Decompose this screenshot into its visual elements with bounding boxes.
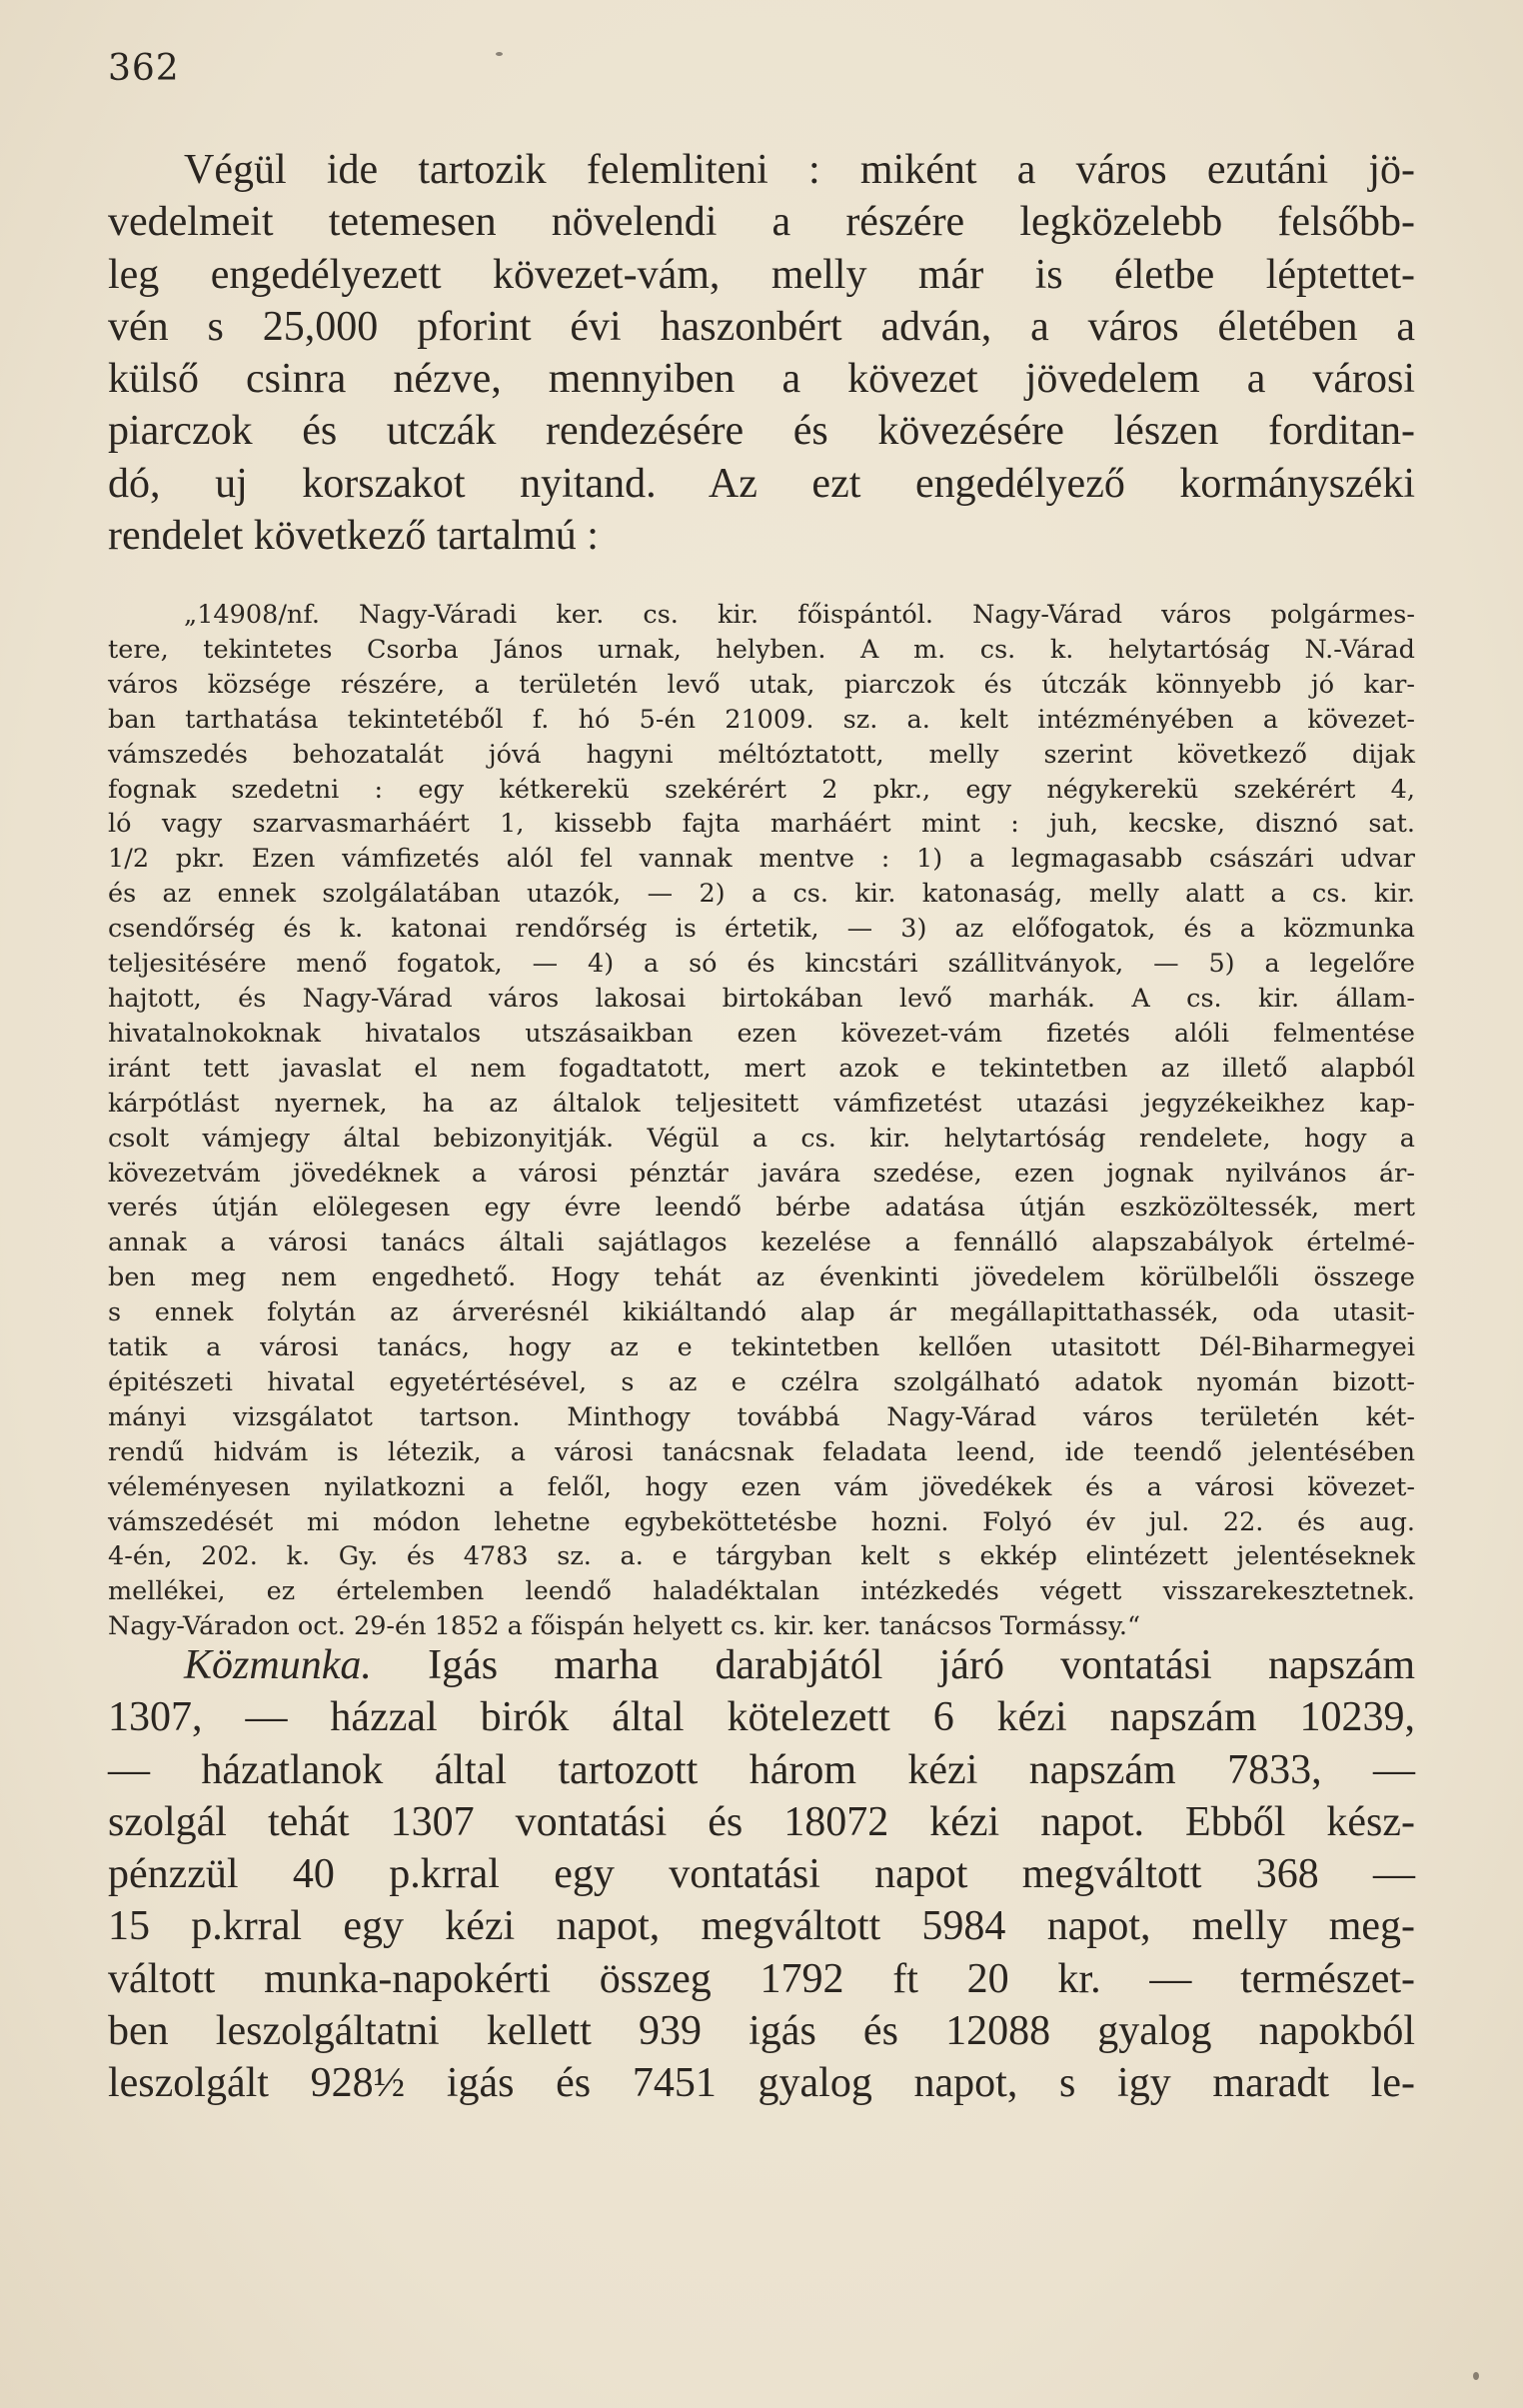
text-line: ben leszolgáltatni kellett 939 igás és 12088 gyalog napokból — [108, 2008, 1415, 2055]
text-line: dó, uj korszakot nyitand. Az ezt engedélyező kormányszéki — [108, 460, 1415, 507]
text-line: hivatalnokoknak hivatalos utszásaikban ezen kövezet-vám fizetés alóli felmentése — [108, 1018, 1415, 1049]
text-line: 1307, — házzal birók által kötelezett 6 kézi napszám 10239, — [108, 1694, 1415, 1741]
text-line: mellékei, ez értelemben leendő haladéktalan intézkedés végett visszarekesztetnek. — [108, 1576, 1415, 1607]
text-line: Nagy-Váradon oct. 29-én 1852 a főispán helyett cs. kir. ker. tanácsos Tormássy.“ — [108, 1611, 1141, 1642]
text-line: ban tarthatása tekintetéből f. hó 5-én 21009. sz. a. kelt intézményében a kövezet- — [108, 704, 1415, 735]
text-line: külső csinra nézve, mennyiben a kövezet jövedelem a városi — [108, 356, 1415, 403]
text-line: kárpótlást nyernek, ha az általok teljesitett vámfizetést utazási jegyzékeikhez kap- — [108, 1088, 1415, 1119]
text-line: 1/2 pkr. Ezen vámfizetés alól fel vannak mentve : 1) a legmagasabb császári udvar — [108, 844, 1415, 875]
text-line: csolt vámjegy által bebizonyitják. Végül a cs. kir. helytartóság rendelete, hogy a — [108, 1123, 1415, 1154]
text-line: vén s 25,000 pforint évi haszonbért adván, a város életében a — [108, 303, 1415, 350]
ink-speck — [496, 52, 503, 56]
text-line: ló vagy szarvasmarháért 1, kissebb fajta marháért mint : juh, kecske, disznó sat. — [108, 809, 1415, 840]
text-line: 15 p.krral egy kézi napot, megváltott 5984 napot, melly meg- — [108, 1903, 1415, 1950]
text-line: mányi vizsgálatot tartson. Minthogy továbbá Nagy-Várad város területén két- — [108, 1401, 1415, 1432]
text-line: fognak szedetni : egy kétkerekü szekérért 2 pkr., egy négykerekü szekérért 4, — [108, 774, 1415, 805]
text-line: csendőrség és k. katonai rendőrség is értetik, — 3) az előfogatok, és a közmunka — [108, 914, 1415, 945]
text-line: szolgál tehát 1307 vontatási és 18072 kézi napot. Ebből kész- — [108, 1798, 1415, 1845]
text-line: rendelet következő tartalmú : — [108, 513, 599, 560]
text-line: város községe részére, a területén levő utak, piarczok és útczák könnyebb jó kar- — [108, 669, 1415, 700]
text-line: pénzzül 40 p.krral egy vontatási napot megváltott 368 — — [108, 1851, 1415, 1898]
text-line: Végül ide tartozik felemliteni : miként a város ezutáni jö- — [184, 147, 1415, 193]
text-line: teljesitésére menő fogatok, — 4) a só és kincstári szállitványok, — 5) a legelőre — [108, 949, 1415, 980]
text-line: ben meg nem engedhető. Hogy tehát az évenkinti jövedelem körülbelőli összege — [108, 1262, 1415, 1293]
text-line — [108, 1639, 1415, 1691]
page-number: 362 — [108, 48, 180, 89]
text-line: leg engedélyezett kövezet-vám, melly már is életbe léptettet- — [108, 251, 1415, 298]
text-line: piarczok és utczák rendezésére és kövezésére lészen forditan- — [108, 408, 1415, 455]
text-line: épitészeti hivatal egyetértésével, s az e czélra szolgálható adatok nyomán bizott- — [108, 1366, 1415, 1397]
text-line: 4-én, 202. k. Gy. és 4783 sz. a. e tárgyban kelt s ekkép elintézett jelentéseknek — [108, 1541, 1415, 1572]
text-line: annak a városi tanács általi sajátlagos kezelése a fennálló alapszabályok értelmé- — [108, 1227, 1415, 1258]
text-run: Igás marha darabjától járó vontatási napszám — [371, 1642, 1415, 1688]
text-line: leszolgált 928½ igás és 7451 gyalog napot, s igy maradt le- — [108, 2060, 1415, 2107]
text-line: és az ennek szolgálatában utazók, — 2) a cs. kir. katonaság, melly alatt a cs. kir. — [108, 879, 1415, 910]
text-line: rendű hidvám is létezik, a városi tanácsnak feladata leend, ide teendő jelentésében — [108, 1436, 1415, 1467]
text-line: hajtott, és Nagy-Várad város lakosai birtokában levő marhák. A cs. kir. állam- — [108, 983, 1415, 1014]
intro-paragraph — [108, 144, 1415, 562]
decree-quotation — [108, 598, 1415, 1644]
text-line: — házatlanok által tartozott három kézi napszám 7833, — — [108, 1746, 1415, 1793]
text-line: vedelmeit tetemesen növelendi a részére legközelebb felsőbb- — [108, 199, 1415, 246]
text-line: vámszedés behozatalát jóvá hagyni méltóztatott, melly szerint következő dijak — [108, 739, 1415, 770]
text-line: s ennek folytán az árverésnél kikiáltandó alap ár megállapittathassék, oda utasit- — [108, 1297, 1415, 1328]
text-line: vámszedését mi módon lehetne egybeköttetésbe hozni. Folyó év jul. 22. és aug. — [108, 1506, 1415, 1537]
ink-speck — [1473, 2372, 1479, 2380]
text-line: váltott munka-napokérti összeg 1792 ft 20 kr. — természet- — [108, 1955, 1415, 2002]
text-line: véleményesen nyilatkozni a felől, hogy ezen vám jövedékek és a városi kövezet- — [108, 1471, 1415, 1502]
text-line: „14908/nf. Nagy-Váradi ker. cs. kir. főispántól. Nagy-Várad város polgármes- — [184, 600, 1415, 630]
text-line: iránt tett javaslat el nem fogadtatott, mert azok e tekintetben az illető alapból — [108, 1053, 1415, 1084]
text-line: tere, tekintetes Csorba János urnak, helyben. A m. cs. k. helytartóság N.-Várad — [108, 634, 1415, 665]
public-works-paragraph — [108, 1639, 1415, 2110]
text-line: kövezetvám jövedéknek a városi pénztár javára szedése, ezen jognak nyilvános ár- — [108, 1158, 1415, 1189]
text-line: verés útján elölegesen egy évre leendő bérbe adatása útján eszközöltessék, mert — [108, 1193, 1415, 1223]
section-lead: Közmunka. — [184, 1642, 372, 1688]
text-line: tatik a városi tanács, hogy az e tekintetben kellően utasitott Dél-Biharmegyei — [108, 1332, 1415, 1363]
